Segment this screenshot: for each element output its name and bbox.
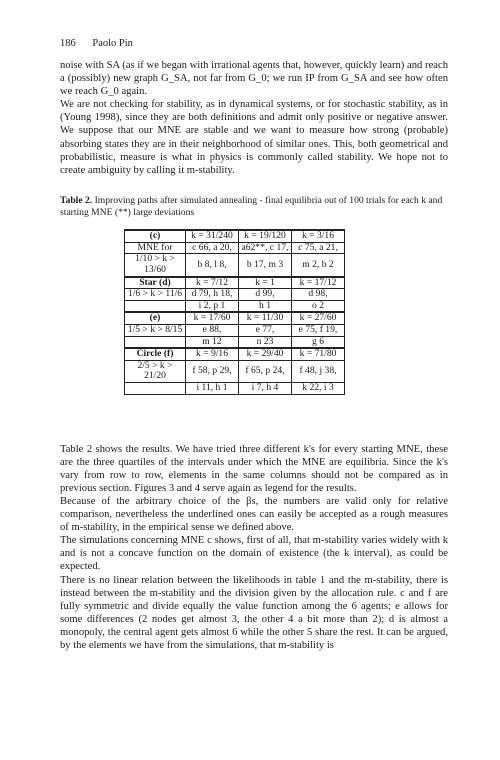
caption-text: Improving paths after simulated annealing - final equilibria out of 100 trials for each k and starting MNE (**) large deviations [60, 194, 443, 219]
table-row-label: (c) [125, 230, 186, 242]
table-cell: a62**, c 17, [239, 242, 292, 254]
table-row-label [125, 336, 186, 348]
table-row [125, 242, 345, 254]
table-row [125, 312, 345, 324]
table-row-label: 1/6 > k > 11/6 [125, 289, 186, 301]
table-cell: k = 1 [239, 277, 292, 289]
table-row-label: Circle (f) [125, 348, 186, 360]
intro-paragraph-1: noise with SA (as if we began with irrational agents that, however, quickly learn) and reach a (possibly) new graph G_SA, not far from G_0; we run IP from G_SA and see how often we reach G_0 again. [60, 60, 448, 98]
table-row-label: 1/5 > k > 8/15 [125, 325, 186, 337]
table-row-label: 1/10 > k > 13/60 [125, 254, 186, 277]
table-cell: h 1 [239, 300, 292, 312]
table-row-label [125, 382, 186, 394]
table-cell: m 2, b 2 [292, 254, 345, 277]
table-caption [60, 195, 448, 219]
table-cell: m 12 [186, 336, 239, 348]
table-cell: f 48, j 38, [292, 360, 345, 382]
table-row-label: Star (d) [125, 277, 186, 289]
table-cell: k = 17/12 [292, 277, 345, 289]
page [60, 38, 448, 652]
body-paragraph-1: Table 2 shows the results. We have tried three different k's for every starting MNE, these are the three quartiles of the intervals under which the MNE are equilibria. Since the k's vary from row to row, elements in the same columns should not be compared as in previous section. Figures 3 and 4 serve again as legend for the results. [60, 443, 448, 494]
table-cell: d 98, [292, 289, 345, 301]
table-cell: i 2, p 1 [186, 300, 239, 312]
page-number: 186 [60, 38, 76, 49]
table-row [125, 382, 345, 394]
table-cell: d 99, [239, 289, 292, 301]
table-cell: k = 9/16 [186, 348, 239, 360]
table-cell: g 6 [292, 336, 345, 348]
table-cell: b 8, l 8, [186, 254, 239, 277]
running-header [60, 38, 448, 49]
table-row [125, 277, 345, 289]
intro-paragraph-2: We are not checking for stability, as in dynamical systems, or for stochastic stability, as in (Young 1998), since they are both definitions and admit only positive or negative answer. We suppose that our MNE are stable and we want to measure how strong (probable) absorbing states they are in their neighborhood of similar ones. This, both geometrical and probabilistic, measure is what in physics is commonly called stability. We hope not to create ambiguity by calling it m-stability. [60, 99, 448, 176]
table-row [125, 230, 345, 242]
table-cell: f 65, p 24, [239, 360, 292, 382]
table-cell: k = 7/12 [186, 277, 239, 289]
body-paragraph-3: The simulations concerning MNE c shows, first of all, that m-stability varies widely with k and is not a concave function on the domain of existence (the k interval), as could be expected. [60, 535, 448, 573]
table-row [125, 300, 345, 312]
table-cell: k = 71/80 [292, 348, 345, 360]
table-row [125, 254, 345, 277]
table-cell: e 88, [186, 325, 239, 337]
table-row [125, 336, 345, 348]
table-row [125, 348, 345, 360]
table-cell: i 11, h 1 [186, 382, 239, 394]
table-cell: k = 17/60 [186, 312, 239, 324]
caption-label: Table 2. [60, 194, 93, 206]
results-table [124, 229, 345, 394]
table-cell: k = 3/16 [292, 230, 345, 242]
table-cell: f 58, p 29, [186, 360, 239, 382]
table-cell: e 75, f 19, [292, 325, 345, 337]
table-cell: n 23 [239, 336, 292, 348]
table-cell: k = 19/120 [239, 230, 292, 242]
table-cell: e 77, [239, 325, 292, 337]
table-row [125, 325, 345, 337]
table-cell: k = 27/60 [292, 312, 345, 324]
table-row-label [125, 300, 186, 312]
table-cell: b 17, m 3 [239, 254, 292, 277]
table-row [125, 360, 345, 382]
author-name: Paolo Pin [92, 38, 133, 49]
body-paragraph-2: Because of the arbitrary choice of the βs, the numbers are valid only for relative comparison, nevertheless the underlined ones can easily be accepted as a rough measures of m-stability, in the empirical sense we defined above. [60, 495, 448, 534]
table-cell: k = 31/240 [186, 230, 239, 242]
table-cell: k 22, i 3 [292, 382, 345, 394]
table-row-label: 2/5 > k > 21/20 [125, 360, 186, 382]
table-row-label: MNE for [125, 242, 186, 254]
table-cell: i 7, h 4 [239, 382, 292, 394]
table-cell: k = 11/30 [239, 312, 292, 324]
table-cell: d 79, h 18, [186, 289, 239, 301]
table-row-label: (e) [125, 312, 186, 324]
body-paragraph-4: There is no linear relation between the likelihoods in table 1 and the m-stability, there is instead between the m-stability and the division given by the allocation rule. c and f are fully symmetric and divide equally the value function among the 6 agents; e allows for some differences (2 nodes get almost 3, the other 4 a bit more than 2); d is almost a monopoly, the central agent gets almost 6 while the other 5 share the rest. It can be argued, by the elements we have from the simulations, that m-stability is [60, 574, 448, 651]
table-cell: k = 29/40 [239, 348, 292, 360]
table-cell: c 75, a 21, [292, 242, 345, 254]
table-cell: c 66, a 20, [186, 242, 239, 254]
table-row [125, 289, 345, 301]
table-cell: o 2 [292, 300, 345, 312]
